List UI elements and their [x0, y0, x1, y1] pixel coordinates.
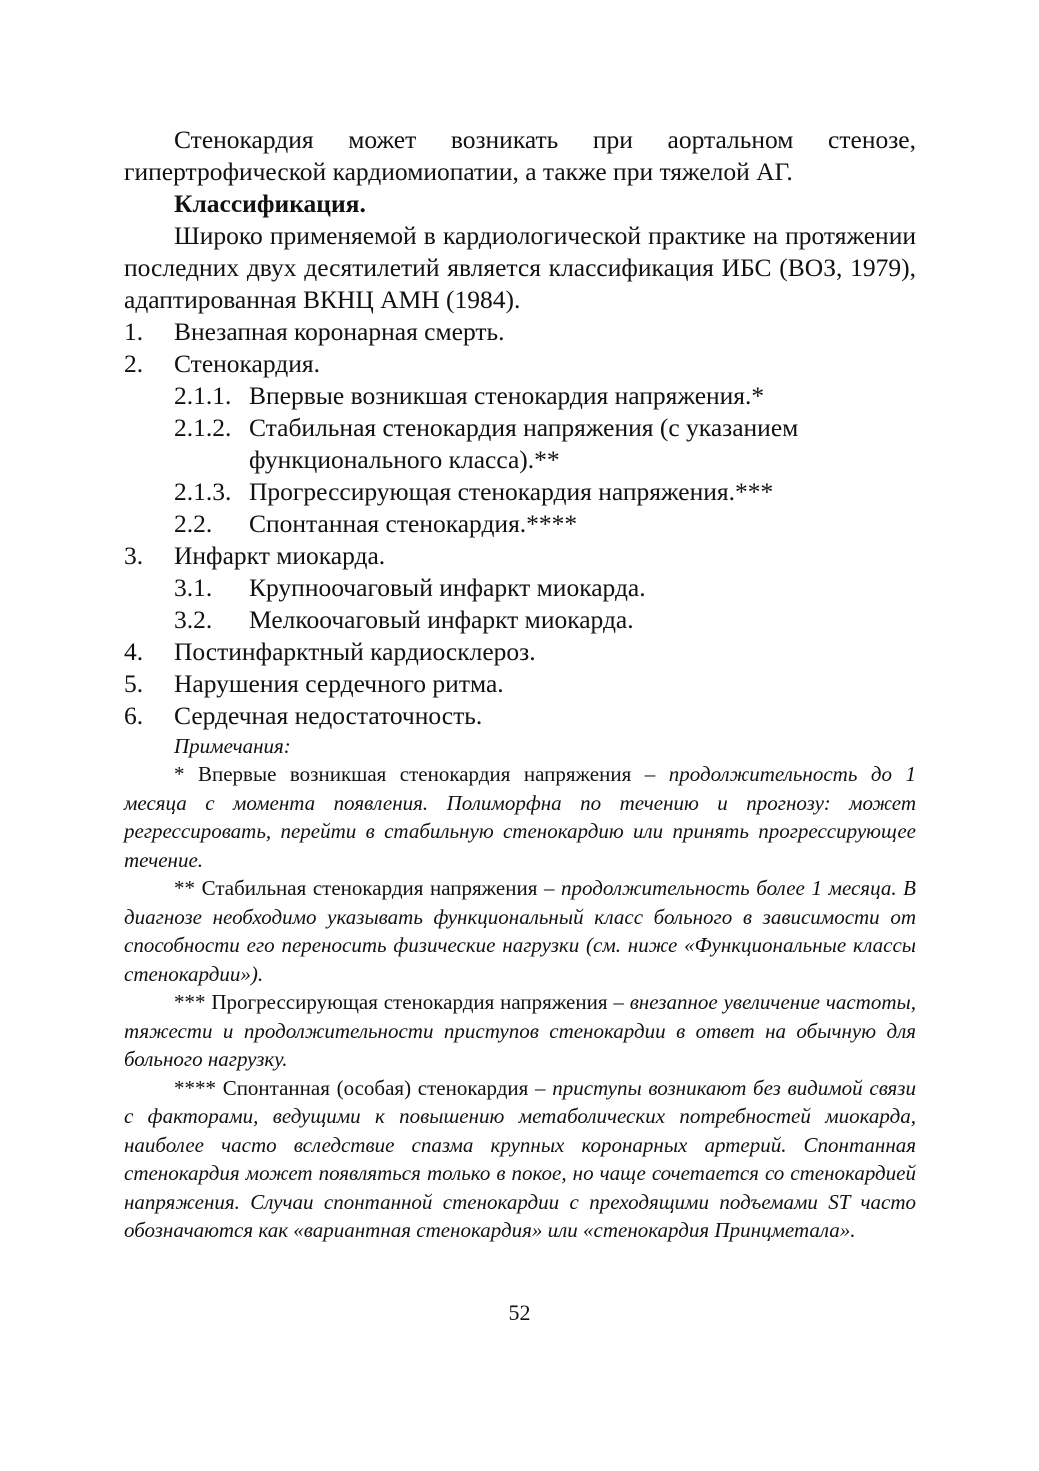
list-subitem: 3.2. Мелкоочаговый инфаркт миокарда.	[174, 605, 634, 634]
list-item: 5. Нарушения сердечного ритма.	[124, 669, 504, 698]
list-item: 2. Стенокардия.	[124, 349, 320, 378]
list-subitem: 2.1.1. Впервые возникшая стенокардия напряжения.*	[174, 381, 765, 410]
intro-paragraph: Стенокардия может возникать при аортальном стенозе, гипертрофической кардиомиопатии, а также при тяжелой АГ.	[124, 125, 916, 186]
note-1: * Впервые возникшая стенокардия напряжения – продолжительность до 1 месяца с момента появления. Полиморфна по течению и прогнозу: может регрессировать, перейти в стабильную стенокардию или принять прогрессирующее течение.	[124, 762, 917, 872]
list-item: 1. Внезапная коронарная смерть.	[124, 317, 505, 346]
notes-title: Примечания:	[174, 734, 291, 758]
section-heading: Классификация.	[174, 189, 366, 218]
note-4: **** Спонтанная (особая) стенокардия – приступы возникают без видимой связи с факторами, ведущими к повышению метаболических потребностей миокарда, наиболее часто вследствие спазма крупных коронарных артерий. Спонтанная стенокардия может появляться только в покое, но чаще сочетается со стенокардией напряжения. Случаи спонтанной стенокардии с преходящими подъемами ST часто обозначаются как «вариантная стенокардия» или «стенокардия Принцметала».	[124, 1075, 916, 1242]
note-3: *** Прогрессирующая стенокардия напряжения – внезапное увеличение частоты, тяжести и продолжительности приступов стенокардии в ответ на обычную для больного нагрузку.	[124, 990, 916, 1071]
classification-paragraph: Широко применяемой в кардиологической практике на протяжении последних двух десятилетий является классификация ИБС (ВОЗ, 1979), адаптированная ВКНЦ АМН (1984).	[124, 221, 916, 314]
page-number: 52	[508, 1300, 531, 1325]
classification-list	[124, 316, 916, 732]
note-2: ** Стабильная стенокардия напряжения – продолжительность более 1 месяца. В диагнозе необходимо указывать функциональный класс больного в зависимости от способности его переносить физические нагрузки (см. ниже «Функциональные классы стенокардии»).	[124, 876, 916, 986]
list-subitem: 3.1. Крупноочаговый инфаркт миокарда.	[174, 573, 646, 602]
list-subitem: 2.2. Спонтанная стенокардия.****	[174, 509, 578, 538]
page-content	[124, 124, 916, 1245]
list-item: 6. Сердечная недостаточность.	[124, 701, 483, 730]
list-subitem: 2.1.3. Прогрессирующая стенокардия напряжения.***	[174, 477, 774, 506]
list-subitem: 2.1.2. Стабильная стенокардия напряжения (с указанием функционального класса).**	[174, 413, 799, 474]
list-item: 3. Инфаркт миокарда.	[124, 541, 386, 570]
list-item: 4. Постинфарктный кардиосклероз.	[124, 637, 536, 666]
